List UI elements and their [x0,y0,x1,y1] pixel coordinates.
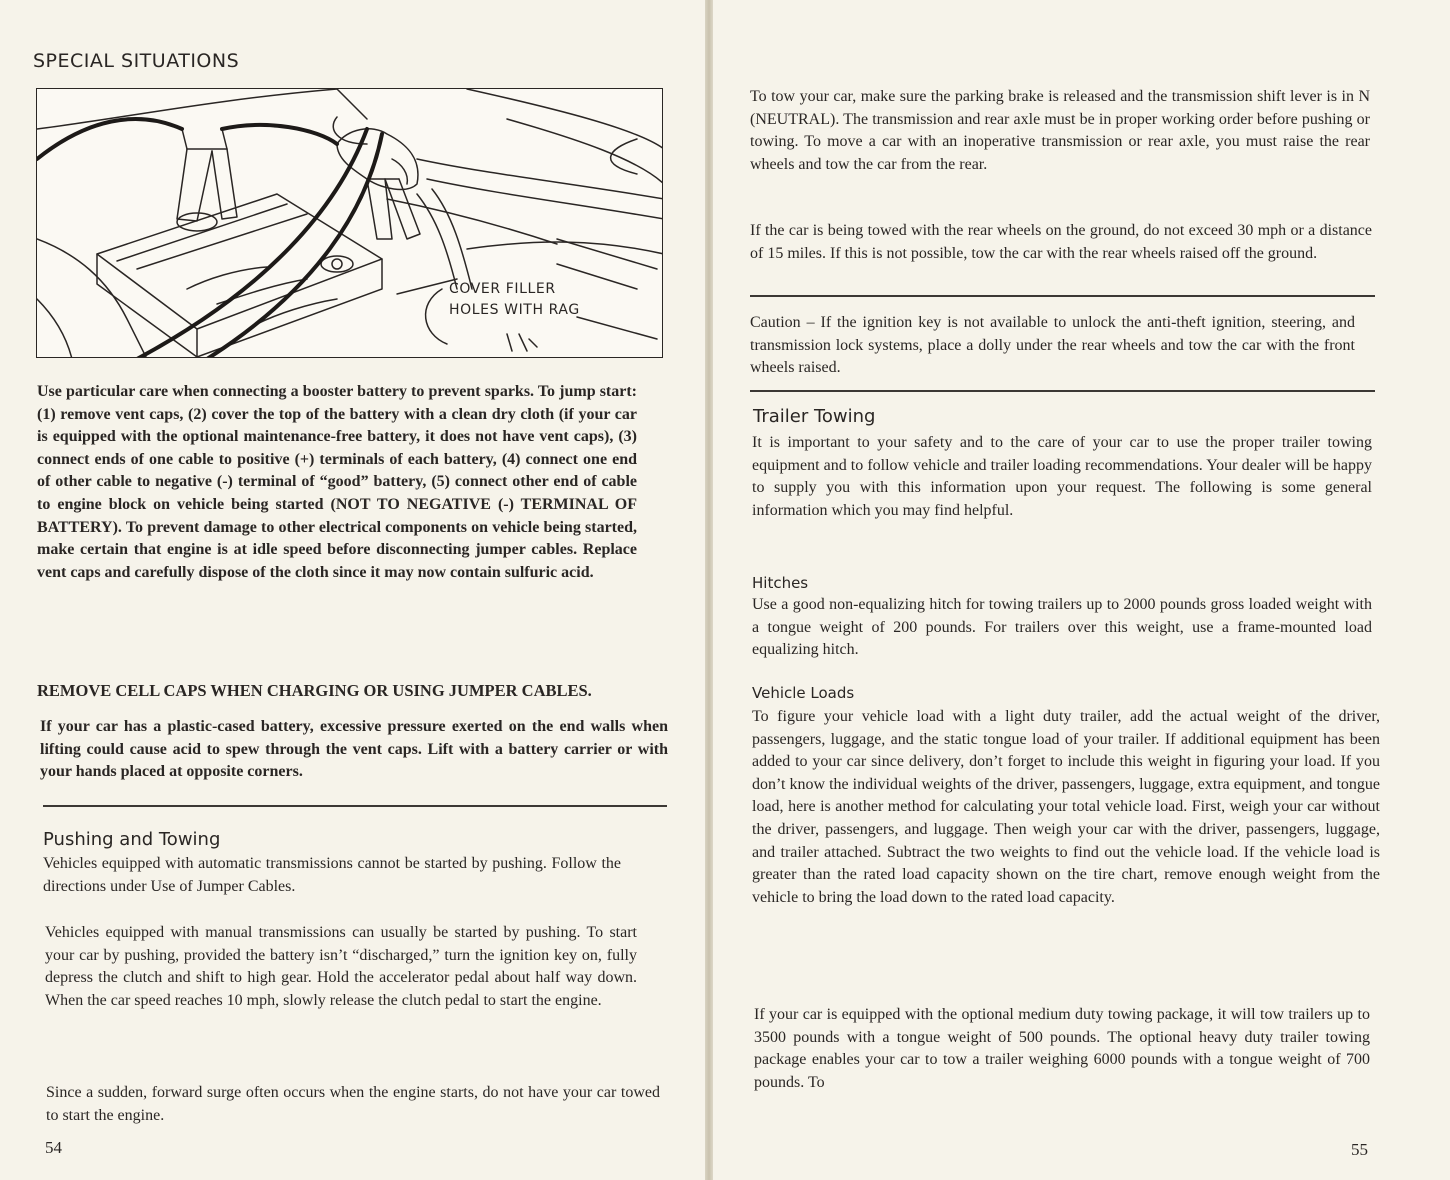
vehicle-loads-paragraph-2: If your car is equipped with the optional medium duty towing package, it will tow trailers up to 3500 pounds with a tongue weight of 500 pounds. The optional heavy duty trailer towing package enables your car to tow a trailer weighing 6000 pounds with a tongue weight of 700 pounds. To [754,1006,1370,1091]
callout-line-1: COVER FILLER [449,281,556,297]
plastic-case-paragraph: If your car has a plastic-cased battery, excessive pressure exerted on the end walls when lifting could cause acid to spew through the vent caps. Lift with a battery carrier or with your hands placed at opposite corners. [40,718,668,781]
booster-battery-paragraph: Use particular care when connecting a booster battery to prevent sparks. To jump start: (1) remove vent caps, (2) cover the top of the battery with a clean dry cloth (if your car is equipped with the optional maintenance-free battery, it does not have vent caps), (3) connect ends of one cable to positive (+) terminals of each battery, (4) connect one end of other cable to negative (-) terminal of “good” battery, (5) connect other end of cable to engine block on vehicle being started (NOT TO NEGATIVE (-) TERMINAL OF BATTERY). To prevent damage to other electrical components on vehicle being started, make certain that engine is at idle speed before disconnecting jumper cables. Replace vent caps and carefully dispose of the cloth since it may now contain sulfuric acid. [37,383,637,581]
trailer-towing-paragraph: It is important to your safety and to the care of your car to use the proper trailer towing equipment and to follow vehicle and trailer loading recommendations. Your dealer will be happy to supply you with this information upon your request. The following is some general information which you may find helpful. [752,434,1372,519]
vehicle-loads-paragraph-1: To figure your vehicle load with a light duty trailer, add the actual weight of the driver, passengers, luggage, and the static tongue load of your trailer. If additional equipment has been added to your car since delivery, don’t forget to include this weight in figuring your load. If you don’t know the individual weights of the driver, passengers, luggage, extra equipment, and tongue load, here is another method for calculating your total vehicle load. First, weigh your car without the driver, passengers, and luggage. Then weigh your car with the driver, passengers, luggage, and trailer attached. Subtract the two weights to find out the vehicle load. If the vehicle load is greater than the rated load capacity shown on the tire chart, remove enough weight from the vehicle to bring the load down to the rated load capacity. [752,708,1380,906]
caution-paragraph: Caution – If the ignition key is not available to unlock the anti-theft ignition, steering, and transmission lock systems, place a dolly under the rear wheels and tow the car with the front wheels raised. [750,314,1355,377]
vehicle-loads-heading: Vehicle Loads [752,684,855,702]
left-divider [43,805,667,807]
section-header: SPECIAL SITUATIONS [33,50,240,72]
page-number-right: 55 [1351,1140,1368,1159]
pushing-paragraph-2: Vehicles equipped with manual transmissions can usually be started by pushing. To start your car by pushing, provided the battery isn’t “discharged,” turn the ignition key on, fully depress the clutch and shift to high gear. Hold the accelerator pedal about half way down. When the car speed reaches 10 mph, slowly release the clutch pedal to start the engine. [45,924,637,1009]
page-number-left: 54 [45,1138,62,1157]
hitches-heading: Hitches [752,574,809,592]
cell-caps-warning: REMOVE CELL CAPS WHEN CHARGING OR USING JUMPER CABLES. [37,681,592,700]
pushing-towing-heading: Pushing and Towing [43,829,221,850]
pushing-paragraph-3: Since a sudden, forward surge often occurs when the engine starts, do not have your car towed to start the engine. [46,1084,660,1124]
hitches-paragraph: Use a good non-equalizing hitch for towing trailers up to 2000 pounds gross loaded weight with a tongue weight of 200 pounds. For trailers over this weight, use a frame-mounted load equalizing hitch. [752,596,1372,659]
callout-line-2: HOLES WITH RAG [449,302,580,318]
trailer-towing-heading: Trailer Towing [753,406,876,427]
illustration-callout [449,279,580,321]
left-page [0,0,705,1180]
gutter [705,0,713,1180]
jump-start-illustration [36,88,663,358]
right-divider-1 [750,295,1375,297]
pushing-paragraph-1: Vehicles equipped with automatic transmissions cannot be started by pushing. Follow the directions under Use of Jumper Cables. [43,855,621,895]
right-page [713,0,1450,1180]
right-divider-2 [750,390,1375,392]
tow-paragraph-2: If the car is being towed with the rear wheels on the ground, do not exceed 30 mph or a distance of 15 miles. If this is not possible, tow the car with the rear wheels raised off the ground. [750,222,1372,262]
tow-paragraph-1: To tow your car, make sure the parking brake is released and the transmission shift lever is in N (NEUTRAL). The transmission and rear axle must be in proper working order before pushing or towing. To move a car with an inoperative transmission or rear axle, you must raise the rear wheels and tow the car from the rear. [750,88,1370,173]
